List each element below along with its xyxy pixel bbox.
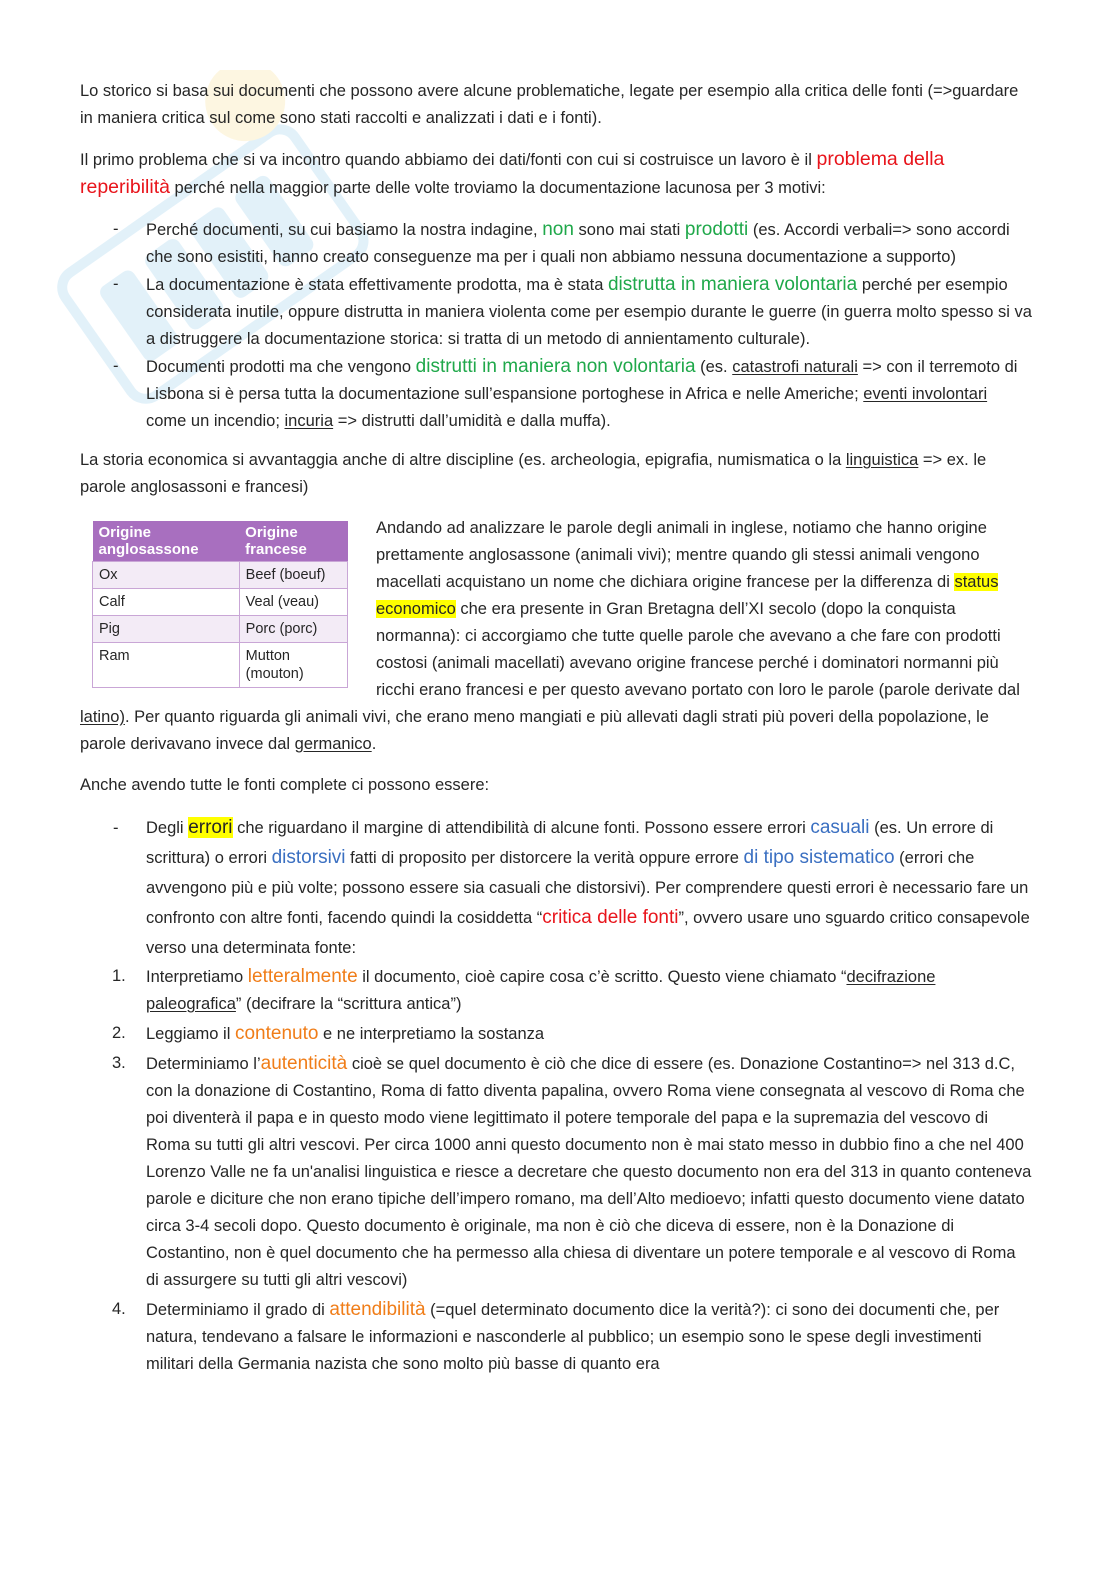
reasons-list bbox=[80, 216, 1032, 435]
word-origin-table bbox=[92, 521, 348, 688]
list-item: 1. Interpretiamo letteralmente il documento, cioè capire cosa c’è scritto. Questo viene chiamato “decifrazione paleografica” (decifrare la “scrittura antica”) bbox=[112, 966, 936, 1013]
errors-list bbox=[80, 813, 1032, 963]
problem-paragraph: Il primo problema che si va incontro quando abbiamo dei dati/fonti con cui si costruisce un lavoro è il problema della reperibilità perché nella maggior parte delle volte troviamo la documentazione lacunosa per 3 motivi: bbox=[80, 148, 945, 198]
problem-highlight: problema della reperibilità bbox=[80, 148, 945, 198]
list-item: - Degli errori che riguardano il margine di attendibilità di alcune fonti. Possono essere errori casuali (es. Un errore di scrittura) o errori distorsivi fatti di proposito per distorcere la verità oppure errore di tipo sistematico (errori che avvengono più e più volte; possono essere sia casuali che distorsivi). Per comprendere questi errori è necessario fare un confronto con altre fonti, facendo quindi la cosiddetta “critica delle fonti”, ovvero usare uno sguardo critico consapevole verso una determinata fonte: bbox=[113, 817, 1030, 957]
document-page bbox=[80, 78, 1032, 1390]
table-header: Origine francese bbox=[239, 521, 347, 562]
list-item: 3. Determiniamo l’autenticità cioè se quel documento è ciò che dice di essere (es. Donazione Costantino=> nel 313 d.C, con la donazione di Costantino, Roma di fatto diventa papalina, ovvero Roma viene consegnata al vescovo di Roma che poi diventerà il papa e in questo modo viene legittimato il potere temporale del papa e la supremazia del vescovo di Roma su tutti gli altri vescovi. Per circa 1000 anni questo documento non è mai stato messo in dubbio fino a che nel 400 Lorenzo Valle ne fa un'analisi linguistica e riesce a decretare che questo documento non era del 313 in quanto conteneva parole e diciture che non erano tipiche dell’impero romano, ma dell’Alto medioevo; infatti questo documento viene datato circa 3-4 secoli dopo. Questo documento è originale, ma non è ciò che diceva di essere, non è la Donazione di Costantino, non è quel documento che ha permesso alla chiesa di diventare un potere temporale e al vescovo di Roma di assurgere su tutti gli altri vescovi) bbox=[112, 1053, 1032, 1289]
animals-paragraph: Andando ad analizzare le parole degli animali in inglese, notiamo che hanno origine prettamente anglosassone (animali vivi); mentre quando gli stessi animali vengono macellati acquistano un nome che dichiara origine francese per la differenza di status economico che era presente in Gran Bretagna dell’XI secolo (dopo la conquista normanna): ci accorgiamo che tutte quelle parole che avevano a che fare con prodotti costosi (animali macellati) avevano origine francese perché i dominatori normanni più ricchi erano francesi e per questo avevano portato con loro le parole (parole derivate dal latino). Per quanto riguarda gli animali vivi, che erano meno mangiati e più allevati dagli strati più poveri della popolazione, le parole derivavano invece dal germanico. bbox=[80, 519, 1020, 753]
table-row: Ram Mutton (mouton) bbox=[93, 643, 348, 688]
list-item: 4. Determiniamo il grado di attendibilità (=quel determinato documento dice la verità?): ci sono dei documenti che, per natura, tendevano a falsare le informazioni e nasconderle al pubblico; un esempio sono le spese degli investimenti militari della Germania nazista che sono molto più basse di quanto era bbox=[112, 1299, 1000, 1373]
economic-paragraph: La storia economica si avvantaggia anche di altre discipline (es. archeologia, epigrafia, numismatica o la linguistica => ex. le parole anglosassoni e francesi) bbox=[80, 451, 987, 496]
table-row: Calf Veal (veau) bbox=[93, 589, 348, 616]
list-item: - La documentazione è stata effettivamente prodotta, ma è stata distrutta in maniera volontaria perché per esempio considerata inutile, oppure distrutta in maniera violenta come per esempio durante le guerre (in guerra molto spesso si va a distruggere la documentazione storica: si tratta di un metodo di annientamento culturale). bbox=[113, 274, 1032, 348]
word-origin-table-wrapper bbox=[92, 521, 350, 688]
table-row: Ox Beef (boeuf) bbox=[93, 562, 348, 589]
list-item: 2. Leggiamo il contenuto e ne interpretiamo la sostanza bbox=[112, 1023, 545, 1044]
list-item: - Documenti prodotti ma che vengono distrutti in maniera non volontaria (es. catastrofi naturali => con il terremoto di Lisbona si è persa tutta la documentazione sull’espansione portoghese in Africa e nelle Americhe; eventi involontari come un incendio; incuria => distrutti dall’umidità e dalla muffa). bbox=[113, 356, 1018, 430]
list-item: - Perché documenti, su cui basiamo la nostra indagine, non sono mai stati prodotti (es. Accordi verbali=> sono accordi che sono esistiti, hanno creato conseguenze ma per i quali non abbiamo nessuna documentazione a supporto) bbox=[113, 219, 1010, 266]
table-header: Origine anglosassone bbox=[93, 521, 240, 562]
critique-steps-list bbox=[80, 963, 1032, 1378]
intro-paragraph: Lo storico si basa sui documenti che possono avere alcune problematiche, legate per esempio alla critica delle fonti (=>guardare in maniera critica sul come sono stati raccolti e analizzati i dati e i fonti). bbox=[80, 82, 1019, 127]
table-row: Pig Porc (porc) bbox=[93, 616, 348, 643]
complete-paragraph: Anche avendo tutte le fonti complete ci possono essere: bbox=[80, 776, 490, 794]
